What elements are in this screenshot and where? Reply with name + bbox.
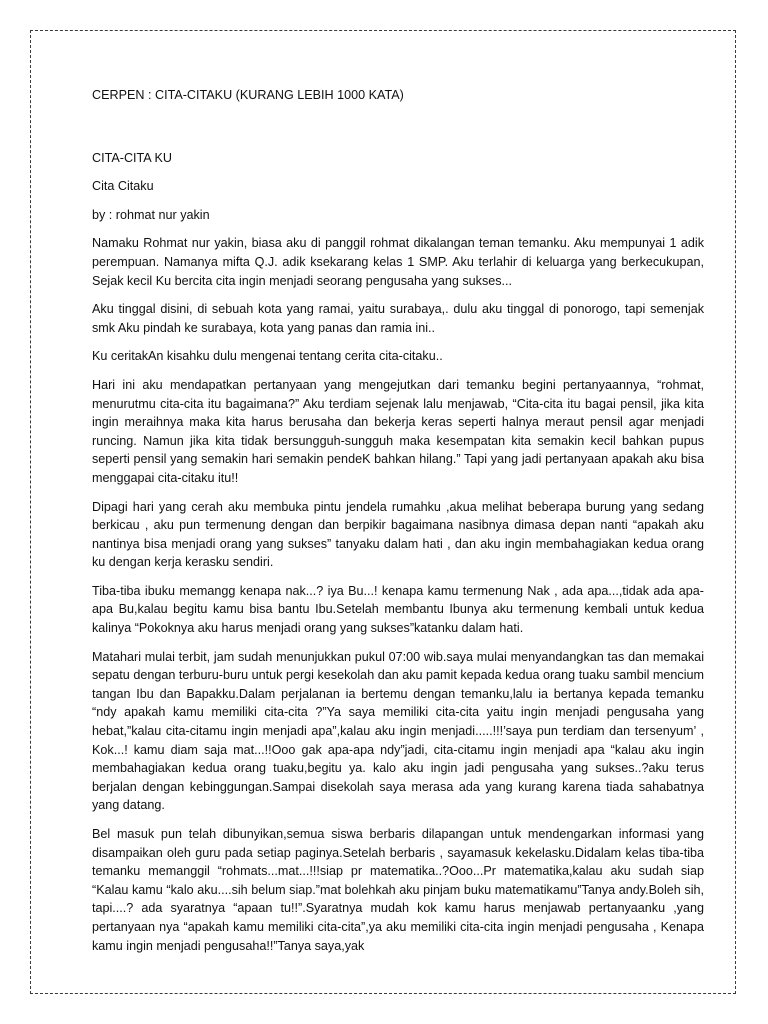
paragraph: Matahari mulai terbit, jam sudah menunjukkan pukul 07:00 wib.saya mulai menyandangkan tas dan memakai sepatu dengan terburu-buru untuk pergi kesekolah dan aku pamit kepada kedua orang tuaku sambil mencium tangan Ibu dan Bapakku.Dalam perjalanan ia bertemu dengan temanku,lalu ia bertanya kepada temanku “ndy apakah kamu memiliki cita-cita ?”Ya saya memiliki cita-cita yaitu ingin menjadi pengusaha yang hebat,”kalau cita-citamu ingin menjadi apa”,kalau aku ingin menjadi.....!!!’saya pun terdiam dan tersenyum’ , Kok...! kamu diam saja mat...!!Ooo gak apa-apa ndy”jadi, cita-citamu ingin menjadi apa “kalau aku ingin membahagiakan kedua orang tuaku,begitu ya. kalo aku ingin jadi pengusaha yang sukses..?aku terus berjalan dengan kebinggungan.Sampai disekolah saya merasa ada yang kurang karena tiada sahabatnya yang datang.: [92, 649, 704, 813]
document-title: CERPEN : CITA-CITAKU (KURANG LEBIH 1000 KATA): [92, 88, 404, 102]
paragraph: Bel masuk pun telah dibunyikan,semua siswa berbaris dilapangan untuk mendengarkan informasi yang disampaikan oleh guru pada setiap paginya.Setelah berbaris , sayamasuk kekelasku.Didalam kelas tiba-tiba temanku memanggil “rohmats...mat...!!!siap pr matematika..?Ooo...Pr matematika,kalau aku sudah siap “Kalau kamu “kalo aku....sih belum siap.”mat bolehkah aku pinjam buku matematikamu”Tanya andy.Boleh sih, tapi....? ada syaratnya “apaan tu!!”.Syaratnya mudah kok kamu harus menjawab pertanyaanku ,yang pertanyaan nya “apakah kamu memiliki cita-cita”,ya aku memiliki cita-cita ingin menjadi pengusaha , Kenapa kamu ingin menjadi pengusaha!!”Tanya saya,yak: [92, 827, 704, 953]
author-byline: by : rohmat nur yakin: [92, 207, 210, 222]
paragraph: Hari ini aku mendapatkan pertanyaan yang mengejutkan dari temanku begini pertanyaannya, “rohmat, menurutmu cita-cita itu bagaimana?” Aku terdiam sejenak lalu menjawab, “Cita-cita itu bagai pensil, jika kita ingin meraihnya maka kita harus berusaha dan bekerja keras seperti halnya meraut pensil agar menjadi runcing. Namun jika kita tidak bersungguh-sungguh maka kesempatan kita semakin kecil bahkan pupus seperti pensil yang semakin hari semakin pendeK bahkan hilang.” Tapi yang jadi pertanyaan apakah aku bisa menggapai cita-citaku itu!!: [92, 377, 704, 485]
paragraph: Dipagi hari yang cerah aku membuka pintu jendela rumahku ,akua melihat beberapa burung yang sedang berkicau , aku pun termenung dengan dan berpikir bagaimana nasibnya dimasa depan nanti “apakah aku nantinya bisa menjadi orang yang sukses” tanyaku dalam hati , dan aku ingin membahagiakan kedua orang ku dengan kerja kerasku sendiri.: [92, 499, 704, 570]
document-body: [92, 86, 704, 965]
story-heading: CITA-CITA KU: [92, 150, 172, 165]
paragraph: Ku ceritakAn kisahku dulu mengenai tentang cerita cita-citaku..: [92, 349, 443, 364]
paragraph: Tiba-tiba ibuku memangg kenapa nak...? iya Bu...! kenapa kamu termenung Nak , ada apa...,tidak ada apa-apa Bu,kalau begitu kamu bisa bantu Ibu.Setelah membantu Ibunya aku termenung kembali untuk kedua kalinya “Pokoknya aku harus menjadi orang yang sukses”katanku dalam hati.: [92, 583, 704, 636]
story-subheading: Cita Citaku: [92, 179, 154, 194]
paragraph: Namaku Rohmat nur yakin, biasa aku di panggil rohmat dikalangan teman temanku. Aku mempunyai 1 adik perempuan. Namanya mifta Q.J. adik ksekarang kelas 1 SMP. Aku terlahir di keluarga yang berkecukupan, Sejak kecil Ku bercita cita ingin menjadi seorang pengusaha yang sukses...: [92, 236, 704, 288]
paragraph: Aku tinggal disini, di sebuah kota yang ramai, yaitu surabaya,. dulu aku tinggal di ponorogo, tapi semenjak smk Aku pindah ke surabaya, kota yang panas dan ramia ini..: [92, 302, 704, 335]
